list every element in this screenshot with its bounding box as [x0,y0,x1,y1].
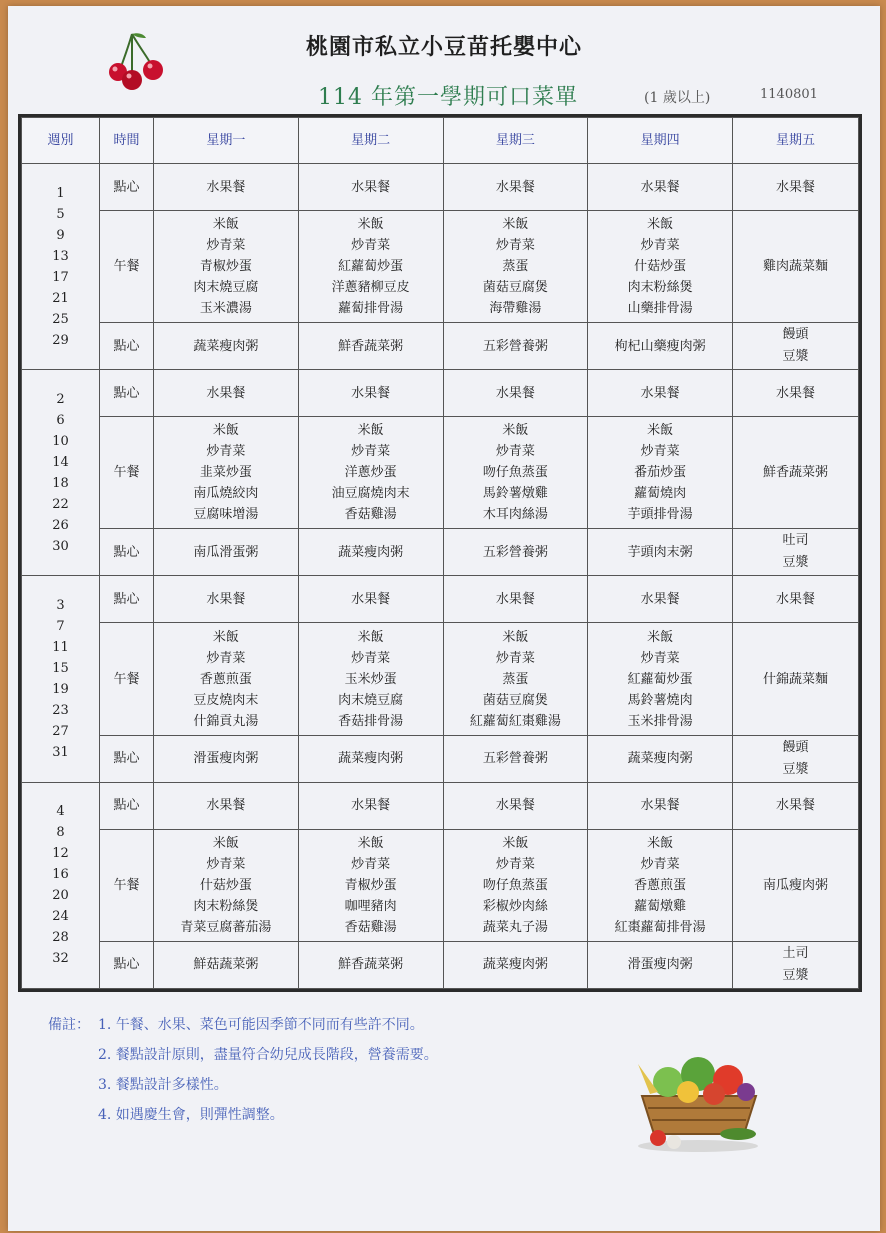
meal-time: 點心 [100,529,154,576]
dish-item: 咖哩豬肉 [344,898,397,914]
menu-row [22,623,859,735]
dish-item: 豆漿 [782,555,809,571]
menu-row [22,417,859,529]
dish-item: 蔬菜瘦肉粥 [627,751,693,767]
week-number: 11 [52,640,69,656]
dish-item: 水果餐 [351,798,391,814]
meal-time: 點心 [100,735,154,782]
meal-time: 點心 [100,323,154,370]
menu-cell [733,417,859,529]
dish-item: 炒青菜 [351,444,391,460]
dish-item: 水果餐 [640,591,680,607]
dish-item: 水果餐 [206,179,246,195]
meal-time: 點心 [100,576,154,623]
menu-cell [154,164,299,211]
dish-item: 香菇雞湯 [344,507,397,523]
meal-time: 點心 [100,164,154,211]
menu-cell [154,782,299,829]
menu-cell [443,829,588,941]
dish-item: 米飯 [212,835,239,851]
week-number: 10 [52,433,69,449]
dish-item: 米飯 [357,835,384,851]
menu-cell [733,782,859,829]
menu-cell [733,576,859,623]
dish-item: 南瓜瘦肉粥 [762,877,828,893]
menu-cell [443,623,588,735]
dish-item: 吻仔魚蒸蛋 [482,465,548,481]
dish-item: 紅棗蘿蔔排骨湯 [614,919,706,935]
week-number: 25 [52,311,69,327]
dish-item: 蔬菜瘦肉粥 [482,957,548,973]
menu-cell [588,623,733,735]
dish-item: 水果餐 [640,385,680,401]
dish-item: 水果餐 [640,179,680,195]
dish-item: 炒青菜 [206,444,246,460]
dish-item: 什菇炒蛋 [199,877,252,893]
menu-cell [733,323,859,370]
menu-cell [733,164,859,211]
dish-item: 米飯 [502,423,529,439]
dish-item: 水果餐 [351,179,391,195]
dish-item: 木耳肉絲湯 [482,507,548,523]
vegetable-basket-icon [628,1034,770,1154]
dish-item: 枸杞山藥瘦肉粥 [614,338,706,354]
dish-item: 洋蔥炒蛋 [344,465,397,481]
week-number: 15 [52,661,69,677]
dish-item: 炒青菜 [640,238,680,254]
menu-cell [298,782,443,829]
dish-item: 韭菜炒蛋 [199,465,252,481]
menu-cell [733,211,859,323]
menu-cell [298,623,443,735]
menu-cell [298,529,443,576]
menu-row [22,576,859,623]
menu-cell [443,164,588,211]
dish-item: 香菇排骨湯 [338,713,404,729]
week-numbers [22,782,100,988]
week-number: 30 [52,538,69,554]
dish-item: 饅頭 [782,327,809,343]
week-number: 32 [52,951,69,967]
menu-row [22,211,859,323]
menu-cell [154,370,299,417]
week-numbers [22,164,100,370]
menu-cell [443,370,588,417]
menu-cell [298,323,443,370]
meal-time: 午餐 [100,829,154,941]
week-number: 3 [56,598,65,614]
dish-item: 米飯 [357,629,384,645]
menu-cell [588,323,733,370]
menu-cell [588,529,733,576]
menu-cell [733,623,859,735]
dish-item: 蒸蛋 [502,259,529,275]
dish-item: 洋蔥豬柳豆皮 [331,280,410,296]
dish-item: 炒青菜 [495,856,535,872]
menu-cell [443,529,588,576]
dish-item: 五彩營養粥 [482,338,548,354]
dish-item: 蔬菜瘦肉粥 [338,544,404,560]
dish-item: 炒青菜 [640,856,680,872]
dish-item: 肉末燒豆腐 [193,280,259,296]
header-day: 星期四 [588,118,733,164]
menu-cell [154,417,299,529]
menu-cell [443,735,588,782]
menu-cell [588,829,733,941]
week-numbers [22,576,100,782]
dish-item: 米飯 [647,423,674,439]
menu-row [22,323,859,370]
week-number: 22 [52,496,69,512]
dish-item: 鮮香蔬菜粥 [338,338,404,354]
dish-item: 蘿蔔燒肉 [634,486,687,502]
header-time: 時間 [100,118,154,164]
note-item: 1. 午餐、水果、菜色可能因季節不同而有些許不同。 [98,1017,424,1033]
dish-item: 吐司 [782,533,809,549]
dish-item: 菌菇豆腐煲 [482,692,548,708]
dish-item: 滑蛋瘦肉粥 [193,751,259,767]
dish-item: 炒青菜 [495,650,535,666]
dish-item: 豆皮燒肉末 [193,692,259,708]
menu-row [22,782,859,829]
menu-cell [154,323,299,370]
dish-item: 香菇雞湯 [344,919,397,935]
menu-cell [298,417,443,529]
menu-cell [443,576,588,623]
menu-cell [733,829,859,941]
dish-item: 米飯 [502,835,529,851]
dish-item: 土司 [782,945,809,961]
week-number: 20 [52,888,69,904]
menu-cell [298,164,443,211]
menu-code: 1140801 [760,87,818,102]
dish-item: 青菜豆腐蕃茄湯 [180,919,272,935]
menu-cell [588,782,733,829]
week-number: 27 [52,724,69,740]
dish-item: 豆腐味增湯 [193,507,259,523]
menu-cell [733,370,859,417]
menu-row [22,529,859,576]
menu-row [22,829,859,941]
menu-table [18,114,862,992]
menu-row [22,735,859,782]
week-number: 18 [52,475,69,491]
dish-item: 彩椒炒肉絲 [482,898,548,914]
dish-item: 水果餐 [206,591,246,607]
dish-item: 蔬菜丸子湯 [482,919,548,935]
menu-cell [443,211,588,323]
dish-item: 水果餐 [495,385,535,401]
menu-cell [733,735,859,782]
menu-row [22,941,859,988]
menu-cell [154,529,299,576]
dish-item: 番茄炒蛋 [634,465,687,481]
note-item: 4. 如遇慶生會，則彈性調整。 [98,1107,284,1123]
dish-item: 南瓜燒絞肉 [193,486,259,502]
menu-cell [298,735,443,782]
week-number: 17 [52,269,69,285]
menu-cell [154,735,299,782]
week-number: 2 [56,391,65,407]
dish-item: 炒青菜 [640,444,680,460]
dish-item: 水果餐 [351,385,391,401]
dish-item: 豆漿 [782,761,809,777]
week-number: 14 [52,454,69,470]
dish-item: 肉末燒豆腐 [338,692,404,708]
dish-item: 山藥排骨湯 [627,301,693,317]
header-day: 星期五 [733,118,859,164]
menu-cell [588,211,733,323]
dish-item: 馬鈴薯燉雞 [482,486,548,502]
week-number: 19 [52,682,69,698]
week-number: 13 [52,248,69,264]
dish-item: 玉米濃湯 [199,301,252,317]
menu-cell [588,417,733,529]
dish-item: 水果餐 [495,798,535,814]
meal-time: 點心 [100,782,154,829]
dish-item: 蒸蛋 [502,671,529,687]
dish-item: 芋頭排骨湯 [627,507,693,523]
dish-item: 紅蘿蔔紅棗雞湯 [469,713,561,729]
menu-cell [588,164,733,211]
dish-item: 豆漿 [782,967,809,983]
dish-item: 什錦蔬菜麵 [762,671,828,687]
dish-item: 水果餐 [775,179,815,195]
center-title: 桃園市私立小豆苗托嬰中心 [305,34,582,60]
dish-item: 米飯 [502,217,529,233]
week-number: 23 [52,703,69,719]
dish-item: 雞肉蔬菜麵 [762,259,828,275]
week-number: 16 [52,867,69,883]
dish-item: 水果餐 [495,179,535,195]
dish-item: 水果餐 [640,798,680,814]
dish-item: 南瓜滑蛋粥 [193,544,259,560]
dish-item: 青椒炒蛋 [344,877,397,893]
menu-cell [443,782,588,829]
week-number: 9 [56,227,65,243]
menu-cell [443,941,588,988]
menu-cell [154,829,299,941]
dish-item: 鮮菇蔬菜粥 [193,957,259,973]
dish-item: 芋頭肉末粥 [627,544,693,560]
dish-item: 米飯 [212,423,239,439]
dish-item: 馬鈴薯燒肉 [627,692,693,708]
dish-item: 水果餐 [495,591,535,607]
week-number: 1 [56,185,65,201]
dish-item: 紅蘿蔔炒蛋 [627,671,693,687]
menu-cell [298,829,443,941]
menu-cell [154,211,299,323]
dish-item: 炒青菜 [495,238,535,254]
week-number: 28 [52,930,69,946]
dish-item: 水果餐 [775,591,815,607]
dish-item: 玉米排骨湯 [627,713,693,729]
dish-item: 什錦貢丸湯 [193,713,259,729]
week-number: 26 [52,517,69,533]
dish-item: 炒青菜 [206,238,246,254]
week-number: 6 [56,412,65,428]
week-number: 31 [52,745,69,761]
note-item: 3. 餐點設計多樣性。 [98,1077,228,1093]
dish-item: 炒青菜 [351,856,391,872]
week-number: 24 [52,909,69,925]
dish-item: 什菇炒蛋 [634,259,687,275]
meal-time: 點心 [100,370,154,417]
week-number: 7 [56,619,65,635]
menu-subtitle: 114 年第一學期可口菜單 [318,85,578,110]
dish-item: 米飯 [647,217,674,233]
dish-item: 炒青菜 [206,856,246,872]
dish-item: 炒青菜 [206,650,246,666]
meal-time: 點心 [100,941,154,988]
dish-item: 米飯 [212,629,239,645]
menu-cell [588,941,733,988]
dish-item: 米飯 [357,423,384,439]
dish-item: 五彩營養粥 [482,751,548,767]
dish-item: 紅蘿蔔炒蛋 [338,259,404,275]
dish-item: 水果餐 [206,798,246,814]
dish-item: 香蔥煎蛋 [199,671,252,687]
dish-item: 炒青菜 [495,444,535,460]
notes-label: 備註： [48,1017,90,1033]
week-number: 12 [52,846,69,862]
week-number: 5 [56,206,65,222]
week-number: 21 [52,290,69,306]
menu-row [22,370,859,417]
header-week: 週別 [22,118,100,164]
header-day: 星期二 [298,118,443,164]
dish-item: 油豆腐燒肉末 [331,486,410,502]
menu-row [22,164,859,211]
dish-item: 水果餐 [206,385,246,401]
menu-cell [298,370,443,417]
dish-item: 鮮香蔬菜粥 [762,465,828,481]
dish-item: 米飯 [647,835,674,851]
dish-item: 鮮香蔬菜粥 [338,957,404,973]
dish-item: 水果餐 [775,385,815,401]
header-day: 星期三 [443,118,588,164]
dish-item: 炒青菜 [351,238,391,254]
dish-item: 蔬菜瘦肉粥 [193,338,259,354]
dish-item: 米飯 [212,217,239,233]
meal-time: 午餐 [100,417,154,529]
age-note: (1 歲以上) [644,90,711,106]
dish-item: 海帶雞湯 [489,301,542,317]
dish-item: 炒青菜 [351,650,391,666]
menu-cell [154,941,299,988]
menu-cell [154,576,299,623]
dish-item: 米飯 [647,629,674,645]
menu-cell [733,941,859,988]
header-day: 星期一 [154,118,299,164]
dish-item: 玉米炒蛋 [344,671,397,687]
menu-cell [298,576,443,623]
menu-cell [298,941,443,988]
menu-grid [21,117,859,989]
dish-item: 肉末粉絲煲 [627,280,693,296]
menu-cell [588,576,733,623]
menu-cell [588,735,733,782]
menu-cell [154,623,299,735]
dish-item: 五彩營養粥 [482,544,548,560]
week-numbers [22,370,100,576]
menu-cell [588,370,733,417]
dish-item: 青椒炒蛋 [199,259,252,275]
dish-item: 饅頭 [782,739,809,755]
week-number: 4 [56,804,65,820]
week-number: 29 [52,332,69,348]
dish-item: 肉末粉絲煲 [193,898,259,914]
dish-item: 滑蛋瘦肉粥 [627,957,693,973]
menu-cell [443,323,588,370]
menu-cell [443,417,588,529]
dish-item: 蘿蔔燉雞 [634,898,687,914]
dish-item: 豆漿 [782,349,809,365]
meal-time: 午餐 [100,623,154,735]
dish-item: 香蔥煎蛋 [634,877,687,893]
dish-item: 水果餐 [351,591,391,607]
menu-cell [733,529,859,576]
dish-item: 米飯 [502,629,529,645]
dish-item: 水果餐 [775,798,815,814]
dish-item: 菌菇豆腐煲 [482,280,548,296]
note-item: 2. 餐點設計原則，盡量符合幼兒成長階段，營養需要。 [98,1047,438,1063]
dish-item: 蔬菜瘦肉粥 [338,751,404,767]
dish-item: 吻仔魚蒸蛋 [482,877,548,893]
dish-item: 蘿蔔排骨湯 [338,301,404,317]
week-number: 8 [56,825,65,841]
dish-item: 米飯 [357,217,384,233]
meal-time: 午餐 [100,211,154,323]
dish-item: 炒青菜 [640,650,680,666]
menu-cell [298,211,443,323]
